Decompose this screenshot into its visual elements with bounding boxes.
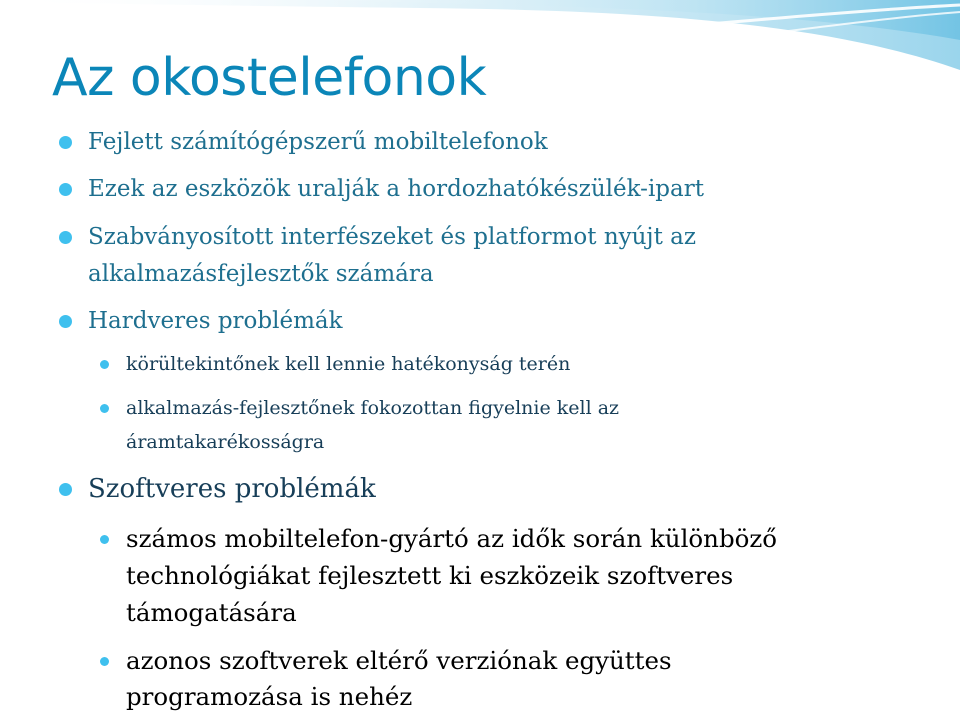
- sub-list-item: számos mobiltelefon-gyártó az idők során különböző: [126, 521, 906, 557]
- list-item: Szabványosított interfészeket és platformot nyújt az: [88, 220, 928, 254]
- list-item: Fejlett számítógépszerű mobiltelefonok: [88, 125, 928, 159]
- sub-list-item: alkalmazás-fejlesztőnek fokozottan figyelnie kell az: [126, 391, 906, 425]
- sub-bullet-dot-icon: [100, 535, 109, 544]
- bullet-dot-icon: [59, 136, 72, 149]
- bullet-dot-icon: [59, 231, 72, 244]
- sub-bullet-dot-icon: [100, 360, 109, 369]
- list-item-continuation: alkalmazásfejlesztők számára: [88, 261, 434, 287]
- list-item: Ezek az eszközök uralják a hordozhatókészülék-ipart: [88, 172, 928, 206]
- list-item: Szoftveres problémák: [88, 472, 928, 506]
- sub-list-item-continuation: technológiákat fejlesztett ki eszközeik szoftveres: [126, 561, 734, 590]
- sub-list-item: körültekintőnek kell lennie hatékonyság terén: [126, 347, 906, 381]
- sub-bullet-dot-icon: [100, 657, 109, 666]
- sub-list-item-continuation: programozása is nehéz: [126, 682, 413, 711]
- bullet-dot-icon: [59, 183, 72, 196]
- sub-list-item-continuation: támogatására: [126, 598, 297, 627]
- slide-title: Az okostelefonok: [52, 48, 487, 108]
- sub-list-item-continuation: áramtakarékosságra: [126, 431, 325, 453]
- list-item: Hardveres problémák: [88, 304, 928, 338]
- bullet-dot-icon: [59, 315, 72, 328]
- bullet-dot-icon: [59, 483, 72, 496]
- sub-bullet-dot-icon: [100, 404, 109, 413]
- sub-list-item: azonos szoftverek eltérő verziónak együttes: [126, 643, 906, 679]
